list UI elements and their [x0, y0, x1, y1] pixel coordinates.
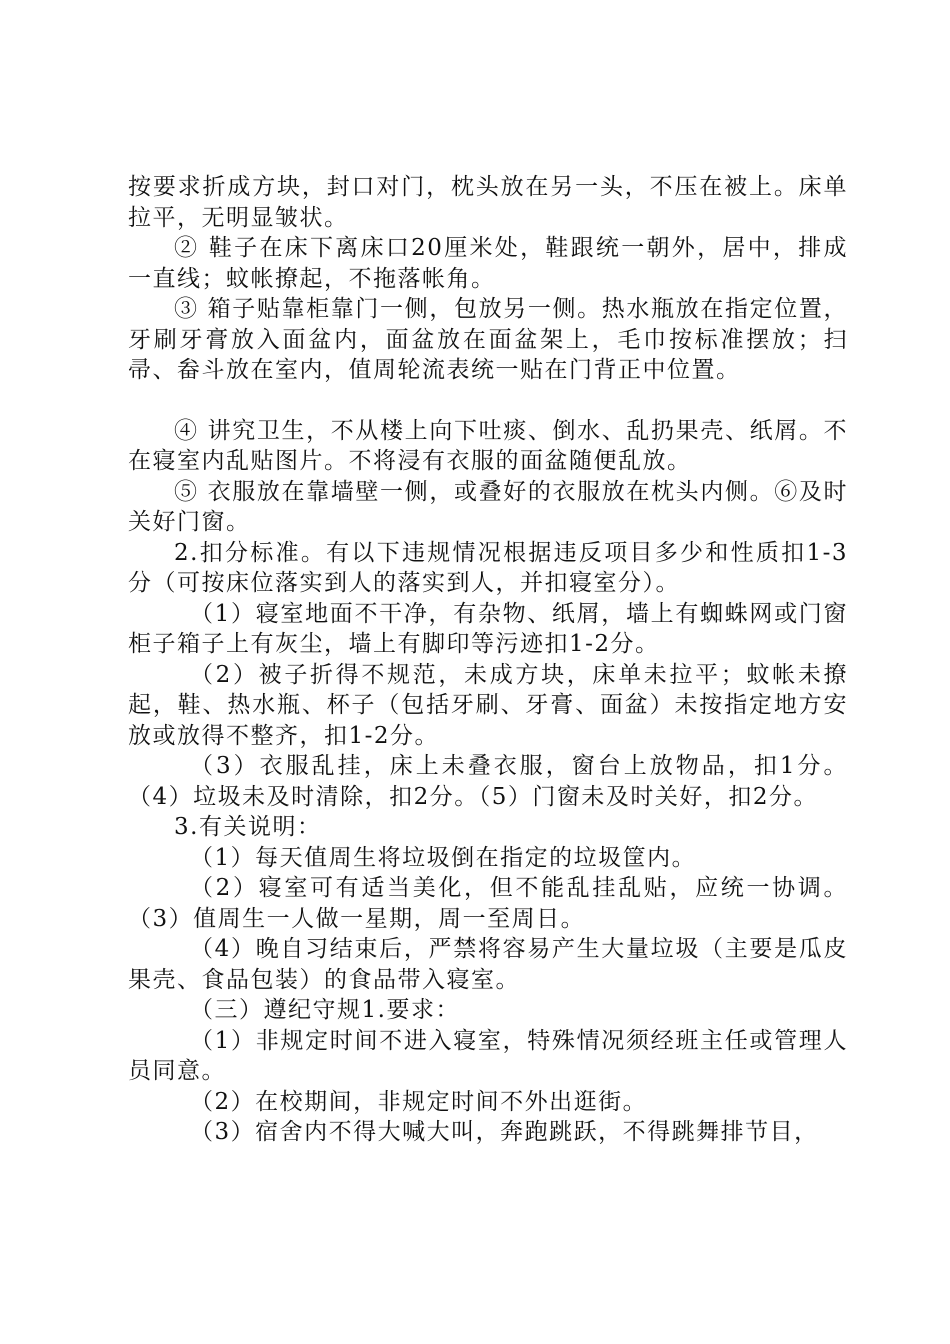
paragraph-spacer [128, 386, 848, 416]
paragraph-discipline-heading: （三）遵纪守规1.要求： [190, 997, 460, 1023]
paragraph-hygiene: ④ 讲究卫生，不从楼上向下吐痰、倒水、乱扔果壳、纸屑。不在寝室内乱贴图片。不将浸有衣服的面盆随便乱放。 [128, 417, 848, 474]
paragraph-notes-heading: 3.有关说明： [174, 814, 322, 840]
paragraph-rule-2: （2）在校期间，非规定时间不外出逛街。 [190, 1088, 648, 1115]
paragraph-deduction-2: （2）被子折得不规范，未成方块，床单未拉平；蚊帐未撩起，鞋、热水瓶、杯子（包括牙刷、牙膏、面盆）未按指定地方安放或放得不整齐，扣1-2分。 [128, 661, 848, 749]
paragraph-note-2: （2）寝室可有适当美化，但不能乱挂乱贴，应统一协调。（3）值周生一人做一星期，周一至周日。 [128, 875, 848, 932]
paragraph-boxes: ③ 箱子贴靠柜靠门一侧，包放另一侧。热水瓶放在指定位置，牙刷牙膏放入面盆内，面盆放在面盆架上，毛巾按标准摆放；扫帚、畚斗放在室内，值周轮流表统一贴在门背正中位置。 [128, 296, 848, 383]
paragraph-fold-quilt: 按要求折成方块，封口对门，枕头放在另一头，不压在被上。床单拉平，无明显皱状。 [128, 174, 848, 231]
paragraph-clothes: ⑤ 衣服放在靠墙壁一侧，或叠好的衣服放在枕头内侧。⑥及时关好门窗。 [128, 478, 848, 535]
paragraph-deduction-1: （1）寝室地面不干净，有杂物、纸屑，墙上有蜘蛛网或门窗柜子箱子上有灰尘，墙上有脚印等污迹扣1-2分。 [128, 600, 848, 657]
paragraph-shoes: ② 鞋子在床下离床口20厘米处，鞋跟统一朝外，居中，排成一直线；蚊帐撩起，不拖落帐角。 [128, 235, 848, 292]
paragraph-rule-3: （3）宿舍内不得大喊大叫，奔跑跳跃，不得跳舞排节目， [190, 1119, 819, 1145]
paragraph-note-1: （1）每天值周生将垃圾倒在指定的垃圾筐内。 [190, 844, 697, 871]
paragraph-deduction-3: （3）衣服乱挂，床上未叠衣服，窗台上放物品，扣1分。（4）垃圾未及时清除，扣2分。（5）门窗未及时关好，扣2分。 [128, 753, 848, 810]
paragraph-rule-1: （1）非规定时间不进入寝室，特殊情况须经班主任或管理人员同意。 [128, 1027, 848, 1084]
document-page [128, 172, 848, 1148]
paragraph-note-4: （4）晚自习结束后，严禁将容易产生大量垃圾（主要是瓜皮果壳、食品包装）的食品带入寝室。 [128, 936, 848, 993]
paragraph-deduction-standard: 2.扣分标准。有以下违规情况根据违反项目多少和性质扣1-3分（可按床位落实到人的落实到人，并扣寝室分）。 [128, 539, 848, 596]
